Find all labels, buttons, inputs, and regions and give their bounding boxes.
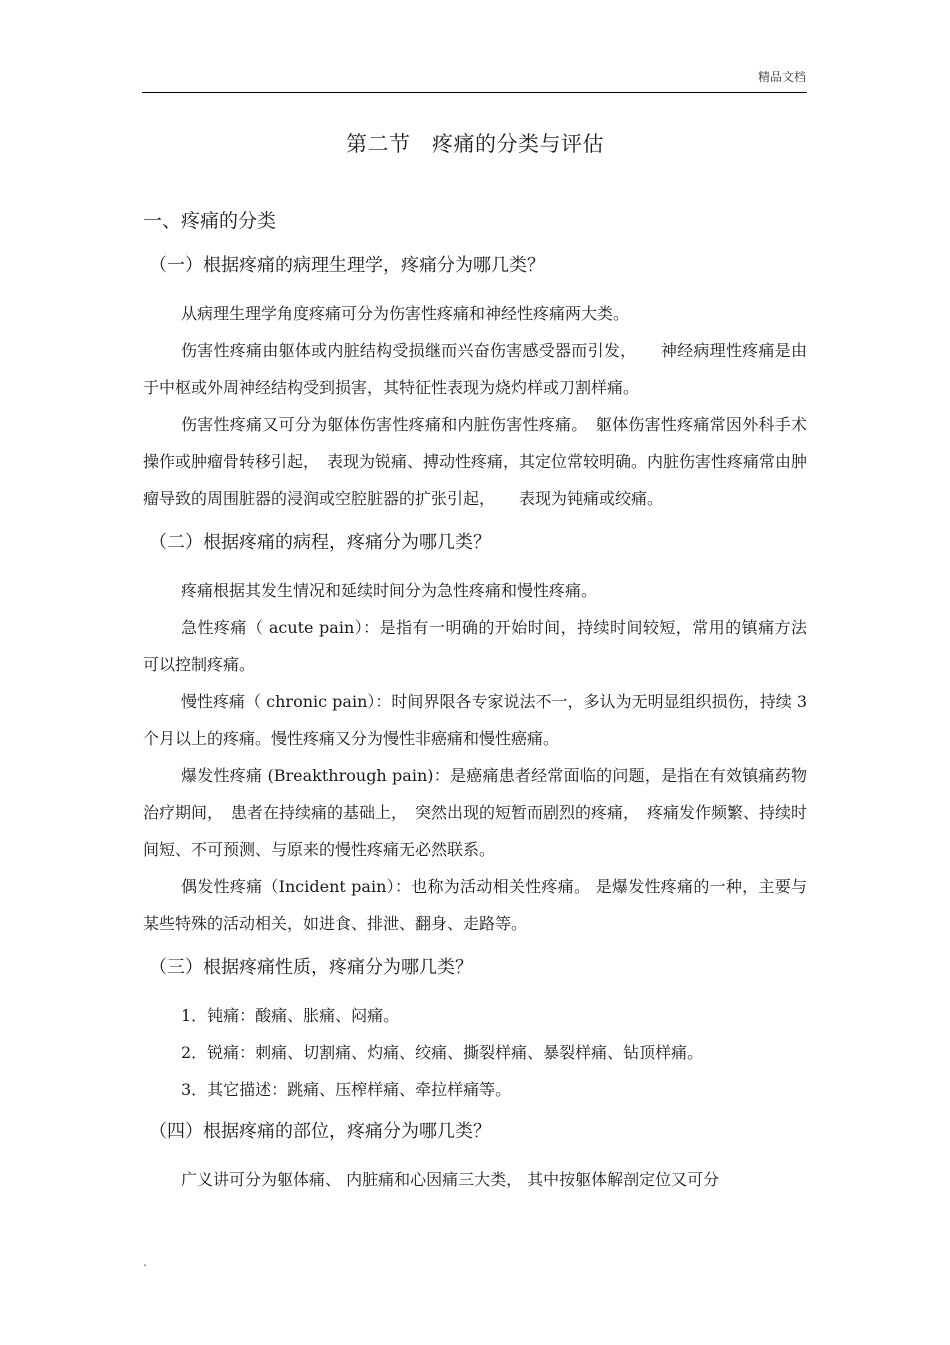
list-item: 2．锐痛：刺痛、切割痛、灼痛、绞痛、撕裂样痛、暴裂样痛、钻顶样痛。	[181, 1043, 704, 1062]
list-item: 1．钝痛：酸痛、胀痛、闷痛。	[181, 1006, 400, 1025]
paragraph: 爆发性疼痛 (Breakthrough pain)：是癌痛患者经常面临的问题，是指在有效镇痛药物治疗期间， 患者在持续痛的基础上， 突然出现的短暂而剧烈的疼痛， 疼痛发作频繁、持续时间短、不可预测、与原来的慢性疼痛无必然联系。	[143, 766, 808, 859]
page-title: 第二节 疼痛的分类与评估	[346, 132, 604, 156]
document-body	[143, 128, 807, 1198]
header-divider	[142, 92, 807, 93]
paragraph: 伤害性疼痛又可分为躯体伤害性疼痛和内脏伤害性疼痛。 躯体伤害性疼痛常因外科手术操作或肿瘤骨转移引起， 表现为锐痛、搏动性疼痛，其定位常较明确。内脏伤害性疼痛常由肿瘤导致的周围脏器的浸润或空腔脏器的扩张引起， 表现为钝痛或绞痛。	[143, 415, 808, 508]
paragraph: 急性疼痛（ acute pain）：是指有一明确的开始时间，持续时间较短，常用的镇痛方法可以控制疼痛。	[143, 618, 807, 674]
paragraph: 疼痛根据其发生情况和延续时间分为急性疼痛和慢性疼痛。	[181, 581, 598, 600]
paragraph: 慢性疼痛（ chronic pain）：时间界限各专家说法不一，多认为无明显组织损伤，持续 3 个月以上的疼痛。慢性疼痛又分为慢性非癌痛和慢性癌痛。	[143, 692, 807, 748]
subsection-heading-course: （二）根据疼痛的病程，疼痛分为哪几类？	[149, 532, 491, 553]
section-heading-classification: 一、疼痛的分类	[143, 210, 277, 232]
paragraph: 伤害性疼痛由躯体或内脏结构受损继而兴奋伤害感受器而引发， 神经病理性疼痛是由于中枢或外周神经结构受到损害，其特征性表现为烧灼样或刀割样痛。	[143, 341, 807, 397]
header-label: 精品文档	[757, 70, 806, 84]
paragraph: 从病理生理学角度疼痛可分为伤害性疼痛和神经性疼痛两大类。	[181, 304, 630, 323]
paragraph: 偶发性疼痛（Incident pain）：也称为活动相关性疼痛。 是爆发性疼痛的一种，主要与某些特殊的活动相关，如进食、排泄、翻身、走路等。	[143, 877, 807, 933]
subsection-heading-nature: （三）根据疼痛性质，疼痛分为哪几类？	[149, 957, 473, 978]
subsection-heading-location: （四）根据疼痛的部位，疼痛分为哪几类？	[149, 1121, 491, 1142]
subsection-heading-pathophysiology: （一）根据疼痛的病理生理学，疼痛分为哪几类？	[149, 255, 545, 276]
pain-nature-list	[143, 997, 807, 1108]
paragraph: 广义讲可分为躯体痛、 内脏痛和心因痛三大类， 其中按躯体解剖定位又可分	[181, 1170, 720, 1189]
footer-mark: .	[143, 1255, 147, 1269]
list-item: 3．其它描述：跳痛、压榨样痛、牵拉样痛等。	[181, 1080, 512, 1099]
